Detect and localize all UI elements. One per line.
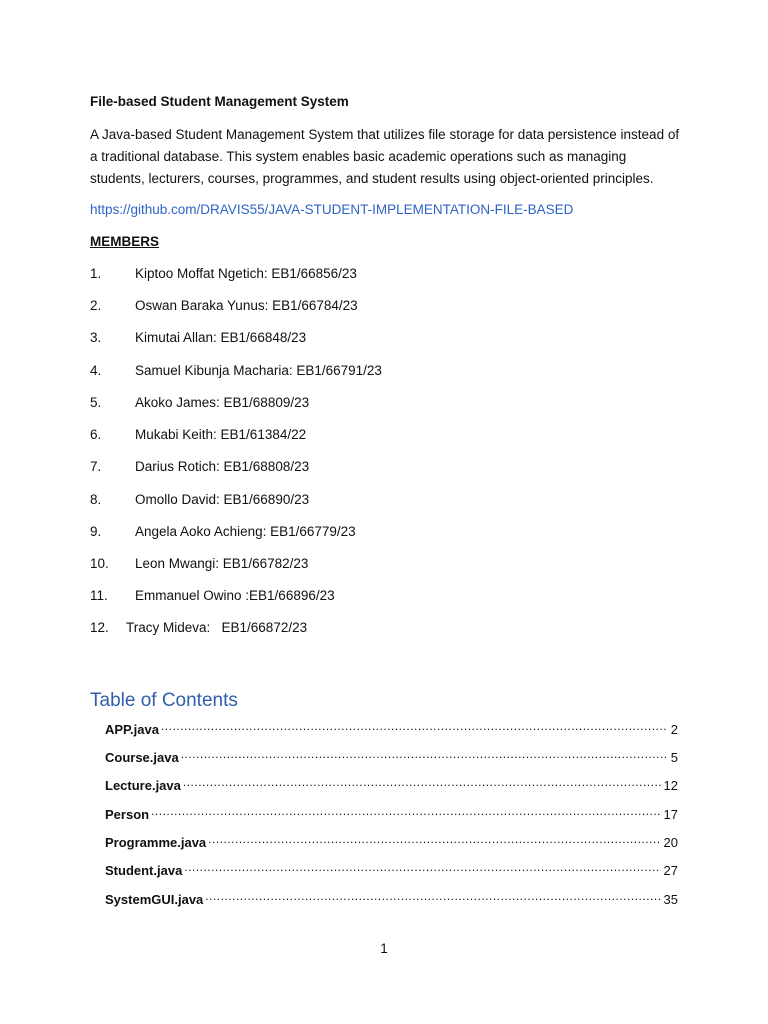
toc-entry-page: 5 — [670, 750, 678, 765]
github-repo-link[interactable]: https://github.com/DRAVIS55/JAVA-STUDENT-IMPLEMENTATION-FILE-BASED — [90, 202, 574, 217]
member-list-item — [90, 524, 356, 544]
member-text: Omollo David: EB1/66890/23 — [135, 492, 310, 507]
member-text: Leon Mwangi: EB1/66782/23 — [135, 556, 309, 571]
toc-entry-name: SystemGUI.java — [105, 892, 204, 907]
member-list-item — [90, 620, 307, 640]
toc-entry-name: Lecture.java — [105, 778, 181, 793]
toc-entry[interactable] — [105, 747, 678, 765]
member-list-item — [90, 459, 309, 479]
toc-leader-dots — [183, 775, 661, 790]
toc-entry[interactable] — [105, 832, 678, 850]
member-list-item — [90, 266, 357, 286]
member-list-item — [90, 395, 309, 415]
toc-entry[interactable] — [105, 804, 678, 822]
member-text: Kimutai Allan: EB1/66848/23 — [135, 330, 307, 345]
member-list-item — [90, 363, 382, 383]
toc-heading: Table of Contents — [90, 690, 238, 711]
member-number: 8. — [90, 492, 102, 507]
toc-entry[interactable] — [105, 889, 678, 907]
page-number: 1 — [380, 941, 388, 956]
member-number: 6. — [90, 427, 102, 442]
member-number: 9. — [90, 524, 102, 539]
member-text: Kiptoo Moffat Ngetich: EB1/66856/23 — [135, 266, 357, 281]
member-list-item — [90, 492, 309, 512]
toc-entry[interactable] — [105, 775, 678, 793]
member-list-item — [90, 588, 335, 608]
member-text: Oswan Baraka Yunus: EB1/66784/23 — [135, 298, 358, 313]
member-text: Angela Aoko Achieng: EB1/66779/23 — [135, 524, 356, 539]
toc-leader-dots — [184, 860, 660, 875]
member-list-item — [90, 556, 308, 576]
toc-entry-name: Course.java — [105, 750, 179, 765]
members-heading: MEMBERS — [90, 234, 160, 249]
member-list-item — [90, 298, 358, 318]
member-text: Darius Rotich: EB1/68808/23 — [135, 459, 310, 474]
member-number: 2. — [90, 298, 102, 313]
member-text: Mukabi Keith: EB1/61384/22 — [135, 427, 307, 442]
member-number: 7. — [90, 459, 102, 474]
document-description: A Java-based Student Management System that utilizes file storage for data persistence instead of a traditional database. This system enables basic academic operations such as managing students, lecturers, courses, programmes, and student results using object-oriented principles. — [90, 127, 680, 186]
document-title: File-based Student Management System — [90, 94, 349, 109]
member-text: Emmanuel Owino :EB1/66896/23 — [135, 588, 335, 603]
toc-leader-dots — [151, 804, 660, 819]
member-text: Tracy Mideva: EB1/66872/23 — [126, 620, 308, 635]
toc-entry-name: Person — [105, 807, 150, 822]
toc-leader-dots — [205, 889, 660, 904]
toc-leader-dots — [181, 747, 668, 762]
member-number: 4. — [90, 363, 102, 378]
member-number: 5. — [90, 395, 102, 410]
toc-entry-page: 35 — [663, 892, 678, 907]
member-number: 3. — [90, 330, 102, 345]
toc-entry-page: 20 — [663, 835, 678, 850]
toc-leader-dots — [161, 719, 668, 734]
member-list-item — [90, 427, 306, 447]
toc-entry-name: Student.java — [105, 863, 183, 878]
member-list-item — [90, 330, 306, 350]
toc-entry-page: 27 — [663, 863, 678, 878]
toc-entry-name: APP.java — [105, 722, 159, 737]
member-number: 11. — [90, 588, 108, 603]
toc-entry-name: Programme.java — [105, 835, 207, 850]
member-number: 1. — [90, 266, 102, 281]
member-text: Akoko James: EB1/68809/23 — [135, 395, 310, 410]
toc-entry[interactable] — [105, 719, 678, 737]
toc-entry-page: 12 — [663, 778, 678, 793]
toc-entry-page: 17 — [663, 807, 678, 822]
toc-entry[interactable] — [105, 860, 678, 878]
toc-leader-dots — [208, 832, 660, 847]
member-number: 10. — [90, 556, 109, 571]
member-number: 12. — [90, 620, 109, 635]
toc-entry-page: 2 — [670, 722, 678, 737]
member-text: Samuel Kibunja Macharia: EB1/66791/23 — [135, 363, 382, 378]
